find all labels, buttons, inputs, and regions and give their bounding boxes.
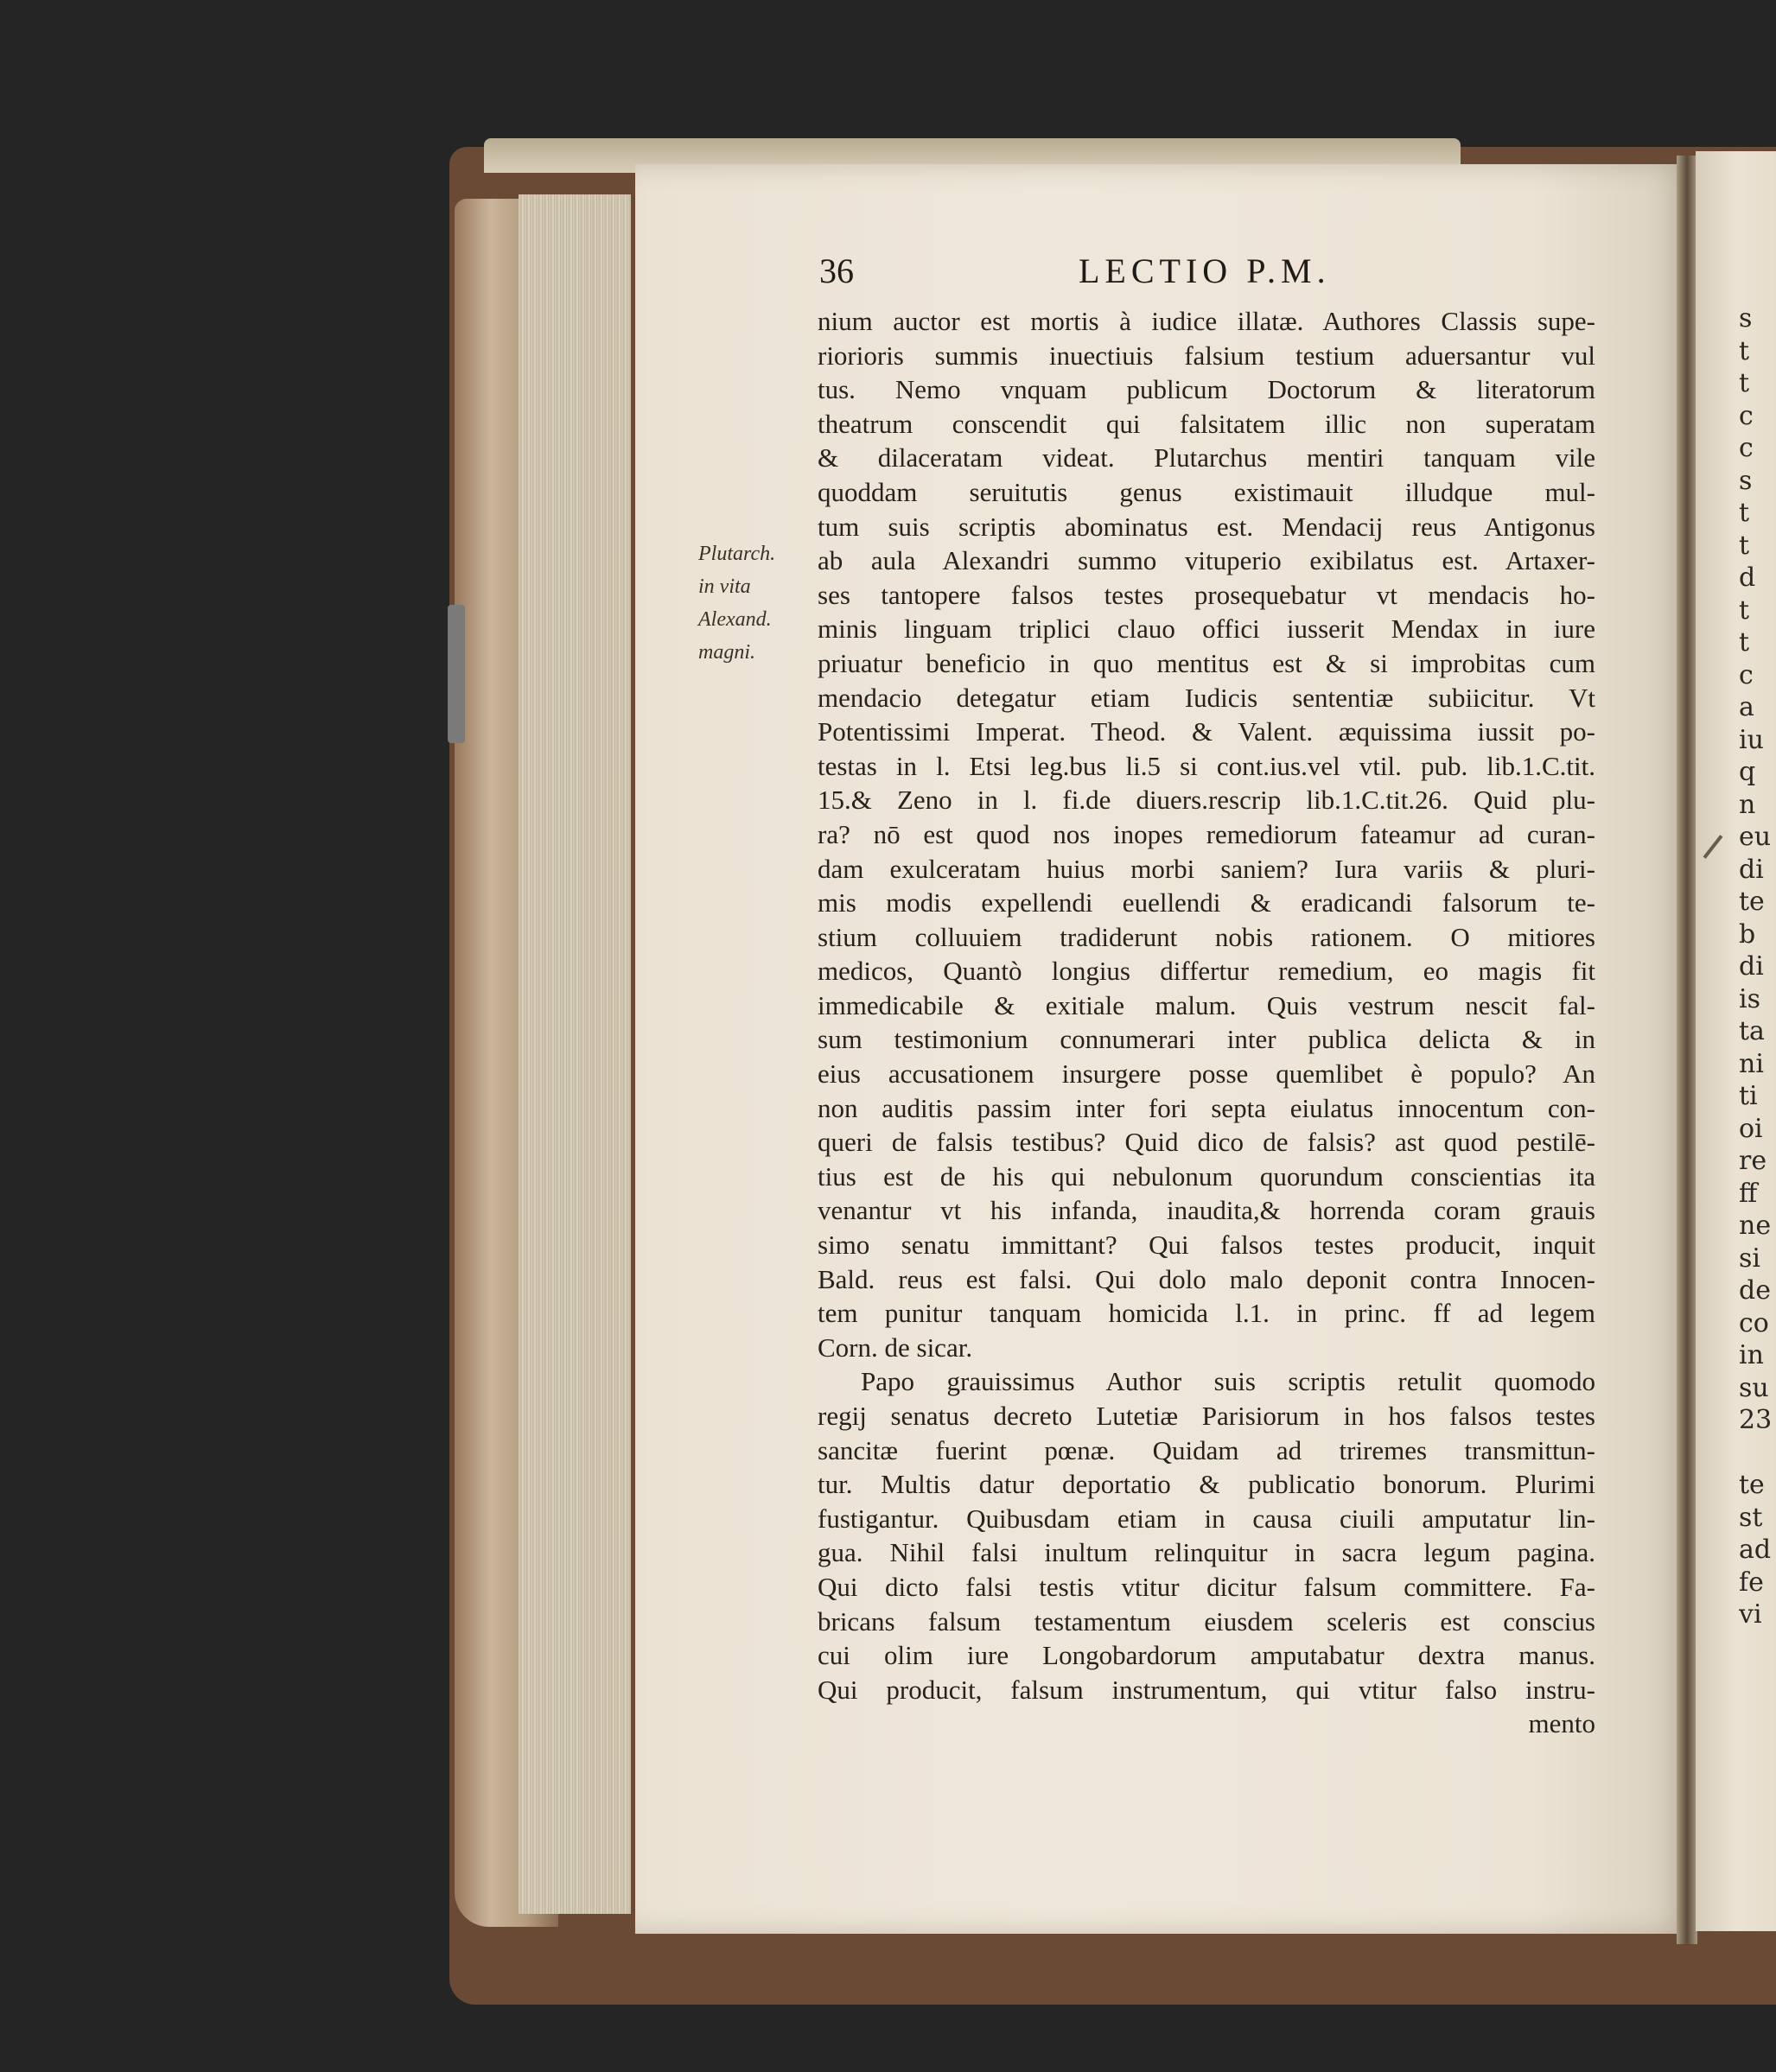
facing-page-fragment: n — [1739, 789, 1756, 820]
facing-page-fragment: in — [1739, 1340, 1764, 1370]
facing-page-fragment: di — [1739, 951, 1764, 982]
facing-page-fragment: s — [1739, 303, 1753, 334]
facing-page-fragment: re — [1739, 1146, 1767, 1176]
page-block-edge — [519, 194, 631, 1914]
facing-page-fragment: ne — [1739, 1211, 1772, 1241]
text-line: Qui dicto falsi testis vtitur dicitur falsum committere. Fa- — [818, 1571, 1595, 1602]
facing-page-fragment: te — [1739, 1470, 1765, 1500]
facing-page-fragment: is — [1739, 983, 1760, 1014]
facing-page-fragment: ad — [1739, 1535, 1772, 1565]
text-line: tum suis scriptis abominatus est. Mendacij reus Antigonus — [818, 511, 1595, 542]
running-head — [819, 251, 1372, 294]
facing-page-fragment: st — [1739, 1502, 1763, 1533]
text-line: priuatur beneficio in quo mentitus est & si improbitas cum — [818, 647, 1595, 678]
facing-page-fragment: c — [1739, 433, 1754, 463]
text-line: regij senatus decreto Lutetiæ Parisiorum in hos falsos testes — [818, 1401, 1595, 1431]
text-line: simo senatu immittant? Qui falsos testes producit, inquit — [818, 1230, 1595, 1261]
marginal-note — [698, 537, 819, 669]
facing-page-fragment: su — [1739, 1372, 1769, 1403]
text-line: mendacio detegatur etiam Iudicis sententiæ subiicitur. Vt — [818, 682, 1595, 713]
catchword: mento — [1528, 1708, 1595, 1739]
facing-page-fragment: eu — [1739, 822, 1772, 852]
text-line: venantur vt his infanda, inaudita,& horrenda coram grauis — [818, 1195, 1595, 1226]
text-line: queri de falsis testibus? Quid dico de falsis? ast quod pestilē- — [818, 1127, 1595, 1158]
facing-page-fragment: t — [1739, 368, 1750, 398]
text-line: non auditis passim inter fori septa eiulatus innocentum con- — [818, 1092, 1595, 1123]
facing-page-fragment: q — [1739, 757, 1756, 787]
facing-page-fragment: b — [1739, 918, 1756, 950]
facing-page-fragment: t — [1739, 530, 1750, 561]
facing-page-fragment: ti — [1739, 1081, 1758, 1111]
text-line: tus. Nemo vnquam publicum Doctorum & literatorum — [818, 374, 1595, 405]
facing-page-fragment: d — [1739, 562, 1756, 593]
text-line: ra? nō est quod nos inopes remediorum fateamur ad curan- — [818, 818, 1595, 849]
text-line: immedicabile & exitiale malum. Quis vestrum nescit fal- — [818, 989, 1595, 1020]
facing-page-fragment: te — [1739, 887, 1765, 917]
text-line: tem punitur tanquam homicida l.1. in princ. ff ad legem — [818, 1298, 1595, 1329]
facing-page-fragment: c — [1739, 659, 1754, 690]
facing-page-fragment — [1739, 1437, 1776, 1470]
facing-page-fragment: t — [1739, 594, 1750, 626]
text-line: cui olim iure Longobardorum amputabatur dextra manus. — [818, 1640, 1595, 1671]
text-line: Qui producit, falsum instrumentum, qui vtitur falso instru- — [818, 1674, 1595, 1705]
text-line: Papo grauissimus Author suis scriptis retulit quomodo — [861, 1366, 1595, 1397]
text-line: stium colluuiem tradiderunt nobis rationem. O mitiores — [818, 921, 1595, 952]
text-line: eius accusationem insurgere posse quemlibet è populo? An — [818, 1058, 1595, 1090]
text-line: mis modis expellendi euellendi & eradicandi falsorum te- — [818, 887, 1595, 918]
facing-page-fragment: ta — [1739, 1016, 1765, 1046]
facing-page-fragment: vi — [1739, 1599, 1762, 1630]
facing-page-fragment: t — [1739, 498, 1750, 528]
text-line: fustigantur. Quibusdam etiam in causa ciuili amputatur lin- — [818, 1503, 1595, 1534]
facing-page-fragment: a — [1739, 692, 1754, 722]
text-line: tur. Multis datur deportatio & publicatio bonorum. Plurimi — [818, 1469, 1595, 1500]
text-line: ab aula Alexandri summo vituperio exibilatus est. Artaxer- — [818, 545, 1595, 576]
text-line: sancitæ fuerint pœnæ. Quidam ad triremes transmittun- — [818, 1434, 1595, 1465]
text-line: ses tantopere falsos testes prosequebatur vt mendacis ho- — [818, 579, 1595, 610]
facing-page-fragment: iu — [1739, 724, 1764, 755]
facing-page-fragment: 23 — [1739, 1405, 1773, 1435]
marginal-note-line: Alexand. — [698, 608, 772, 631]
text-line: nium auctor est mortis à iudice illatæ. Authores Classis supe- — [818, 306, 1595, 336]
facing-page-fragment: t — [1739, 627, 1750, 658]
text-line: Bald. reus est falsi. Qui dolo malo deponit contra Innocen- — [818, 1263, 1595, 1294]
running-head-title: LECTIO P.M. — [1079, 251, 1331, 290]
facing-page-fragment: fe — [1739, 1567, 1764, 1598]
facing-page-fragment: si — [1739, 1243, 1760, 1274]
marginal-note-line: Plutarch. — [698, 543, 776, 565]
text-line: tius est de his qui nebulonum quorundum conscientias ita — [818, 1160, 1595, 1192]
facing-page-fragment: de — [1739, 1275, 1771, 1306]
clasp-icon — [448, 605, 465, 743]
text-line: 15.& Zeno in l. fi.de diuers.rescrip lib.1.C.tit.26. Quid plu- — [818, 785, 1595, 816]
text-line: minis linguam triplici clauo offici iusserit Mendax in iure — [818, 613, 1595, 645]
text-line: testas in l. Etsi leg.bus li.5 si cont.ius.vel vtil. pub. lib.1.C.tit. — [818, 750, 1595, 781]
text-line: Corn. de sicar. — [818, 1332, 973, 1363]
text-line: sum testimonium connumerari inter publica delicta & in — [818, 1024, 1595, 1055]
text-line: & dilaceratam videat. Plutarchus mentiri tanquam vile — [818, 442, 1595, 474]
text-line: theatrum conscendit qui falsitatem illic non superatam — [818, 408, 1595, 439]
facing-page-fragment: s — [1739, 465, 1753, 496]
facing-page-fragment: oi — [1739, 1113, 1763, 1144]
facing-page-fragment: di — [1739, 854, 1764, 885]
facing-page-fragment: t — [1739, 335, 1750, 366]
marginal-note-line: in vita — [698, 575, 751, 598]
text-line: quoddam seruitutis genus existimauit illudque mul- — [818, 476, 1595, 507]
page-number: 36 — [819, 251, 854, 290]
marginal-note-line: magni. — [698, 641, 755, 664]
facing-page-fragment: ff — [1739, 1178, 1758, 1209]
text-line: dam exulceratam huius morbi saniem? Iura variis & pluri- — [818, 853, 1595, 884]
facing-page-fragment: ni — [1739, 1048, 1764, 1079]
text-line: gua. Nihil falsi inultum relinquitur in sacra legum pagina. — [818, 1537, 1595, 1568]
facing-page-fragments — [1739, 302, 1776, 1631]
facing-page-fragment: c — [1739, 400, 1754, 431]
text-line: medicos, Quantò longius differtur remedium, eo magis fit — [818, 956, 1595, 987]
text-line: bricans falsum testamentum eiusdem sceleris est conscius — [818, 1605, 1595, 1637]
text-line: Potentissimi Imperat. Theod. & Valent. æquissima iussit po- — [818, 716, 1595, 747]
gutter — [1677, 156, 1697, 1944]
body-text — [818, 304, 1595, 1741]
facing-page-fragment: co — [1739, 1307, 1769, 1338]
text-line: riorioris summis inuectiuis falsium testium aduersantur vul — [818, 340, 1595, 371]
